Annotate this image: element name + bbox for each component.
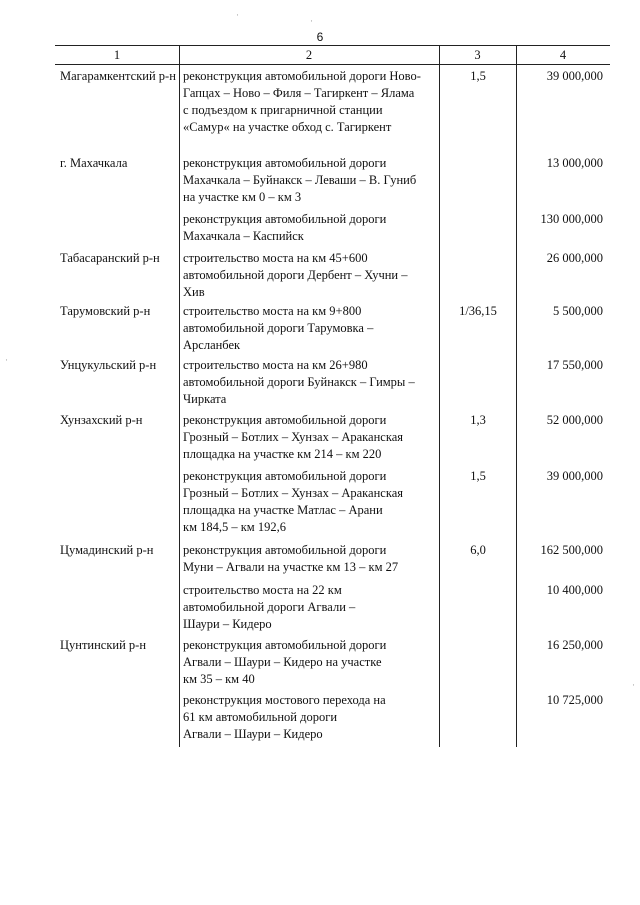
length-cell: 1,3: [470, 413, 486, 427]
description-line: автомобильной дороги Буйнакск – Гимры –: [183, 375, 415, 389]
description-line: Агвали – Шаури – Кидеро: [183, 727, 323, 741]
length-cell: 6,0: [470, 543, 486, 557]
description-line: строительство моста на км 45+600: [183, 251, 368, 265]
district-cell: Хунзахский р-н: [60, 413, 143, 427]
header-col-4: 4: [559, 48, 567, 62]
scan-artifact: ·: [310, 16, 313, 26]
description-line: реконструкция автомобильной дороги: [183, 413, 387, 427]
description-line: площадка на участке Матлас – Арани: [183, 503, 383, 517]
length-cell: 1,5: [470, 469, 486, 483]
description-line: автомобильной дороги Агвали –: [183, 600, 356, 614]
description-line: Грозный – Ботлих – Хунзах – Араканская: [183, 486, 404, 500]
district-cell: Цунтинский р-н: [60, 638, 147, 652]
description-line: автомобильной дороги Дербент – Хучни –: [183, 268, 408, 282]
header-col-2: 2: [305, 48, 313, 62]
description-line: с подъездом к пригарничной станции: [183, 103, 383, 117]
description-line: Грозный – Ботлих – Хунзах – Араканская: [183, 430, 404, 444]
district-cell: Унцукульский р-н: [60, 358, 157, 372]
description-line: Махачкала – Буйнакск – Леваши – В. Гуниб: [183, 173, 417, 187]
amount-cell: 162 500,000: [540, 543, 603, 557]
description-line: реконструкция автомобильной дороги Ново-: [183, 69, 421, 83]
amount-cell: 26 000,000: [546, 251, 603, 265]
description-line: «Самур« на участке обход с. Тагиркент: [183, 120, 392, 134]
table-top-border: [55, 45, 610, 46]
description-line: реконструкция автомобильной дороги: [183, 212, 387, 226]
description-line: Муни – Агвали на участке км 13 – км 27: [183, 560, 399, 574]
amount-cell: 130 000,000: [540, 212, 603, 226]
district-cell: Магарамкентский р-н: [60, 69, 176, 83]
length-cell: 1/36,15: [459, 304, 497, 318]
description-line: Шаури – Кидеро: [183, 617, 272, 631]
description-line: на участке км 0 – км 3: [183, 190, 302, 204]
description-line: автомобильной дороги Тарумовка –: [183, 321, 374, 335]
page-number: 6: [316, 30, 324, 44]
column-divider: [179, 45, 180, 747]
description-line: Гапцах – Ново – Филя – Тагиркент – Ялама: [183, 86, 415, 100]
scan-artifact: ·: [632, 680, 635, 690]
description-line: Чирката: [183, 392, 227, 406]
description-line: реконструкция мостового перехода на: [183, 693, 386, 707]
amount-cell: 16 250,000: [546, 638, 603, 652]
description-line: реконструкция автомобильной дороги: [183, 156, 387, 170]
description-line: реконструкция автомобильной дороги: [183, 469, 387, 483]
scan-artifact: ·: [5, 355, 8, 365]
description-line: км 35 – км 40: [183, 672, 255, 686]
amount-cell: 17 550,000: [546, 358, 603, 372]
length-cell: 1,5: [470, 69, 486, 83]
header-bottom-border: [55, 64, 610, 65]
description-line: строительство моста на 22 км: [183, 583, 342, 597]
amount-cell: 39 000,000: [546, 469, 603, 483]
description-line: Хив: [183, 285, 205, 299]
description-line: 61 км автомобильной дороги: [183, 710, 338, 724]
description-line: км 184,5 – км 192,6: [183, 520, 286, 534]
description-line: реконструкция автомобильной дороги: [183, 543, 387, 557]
district-cell: Табасаранский р-н: [60, 251, 160, 265]
amount-cell: 10 400,000: [546, 583, 603, 597]
amount-cell: 5 500,000: [553, 304, 603, 318]
scan-artifact: ·: [236, 10, 239, 20]
description-line: Арсланбек: [183, 338, 241, 352]
district-cell: г. Махачкала: [60, 156, 128, 170]
description-line: площадка на участке км 214 – км 220: [183, 447, 382, 461]
description-line: строительство моста на км 26+980: [183, 358, 368, 372]
description-line: реконструкция автомобильной дороги: [183, 638, 387, 652]
amount-cell: 52 000,000: [546, 413, 603, 427]
amount-cell: 10 725,000: [546, 693, 603, 707]
amount-cell: 13 000,000: [546, 156, 603, 170]
header-col-3: 3: [474, 48, 481, 62]
description-line: Махачкала – Каспийск: [183, 229, 304, 243]
header-col-1: 1: [113, 48, 121, 62]
district-cell: Цумадинский р-н: [60, 543, 154, 557]
amount-cell: 39 000,000: [546, 69, 603, 83]
description-line: строительство моста на км 9+800: [183, 304, 362, 318]
description-line: Агвали – Шаури – Кидеро на участке: [183, 655, 382, 669]
district-cell: Тарумовский р-н: [60, 304, 151, 318]
